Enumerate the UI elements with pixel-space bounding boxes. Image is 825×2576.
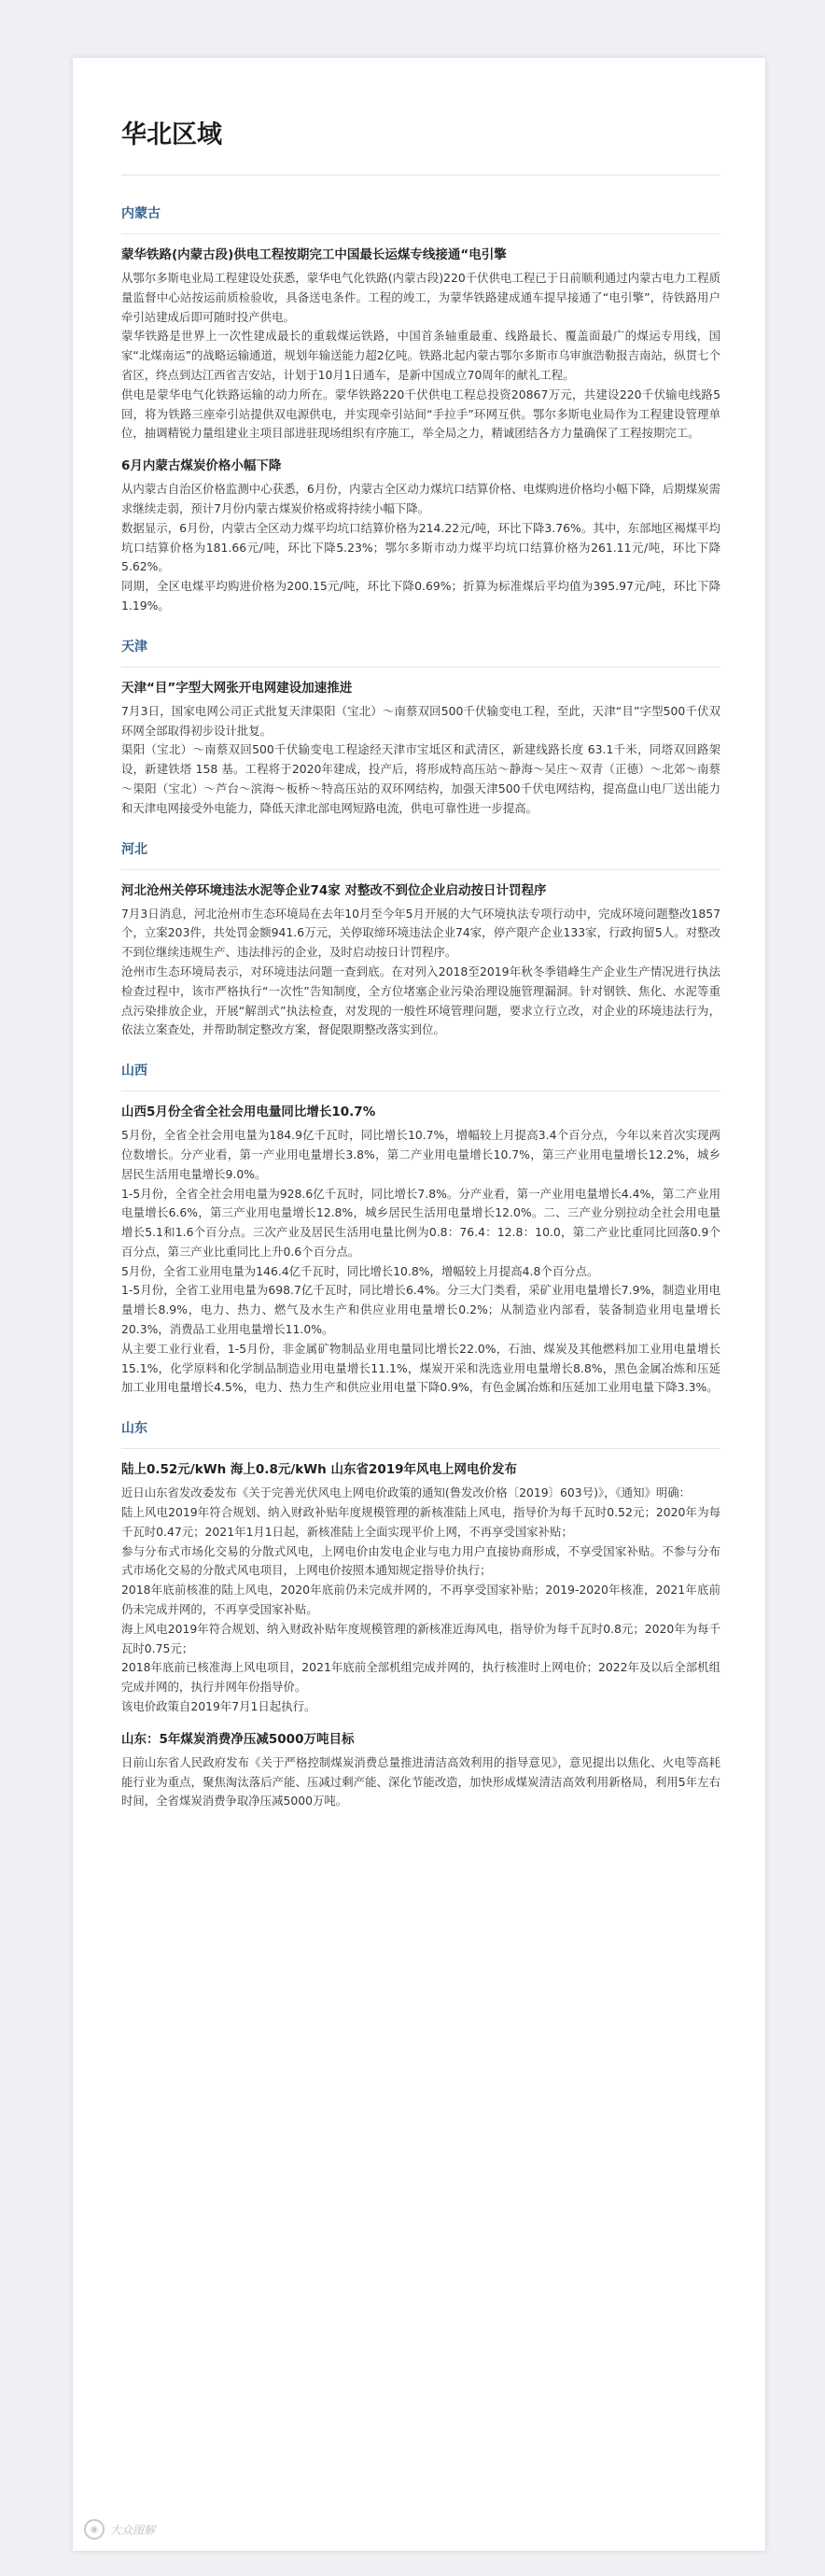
article-paragraph: 7月3日，国家电网公司正式批复天津渠阳（宝北）～南蔡双回500千伏输变电工程，至此，天津“目”字型500千伏双环网全部取得初步设计批复。	[121, 703, 720, 738]
article-title: 6月内蒙古煤炭价格小幅下降	[121, 458, 282, 474]
article	[121, 679, 720, 819]
article	[121, 1730, 720, 1811]
article-paragraph: 5月份，全省全社会用电量为184.9亿千瓦时，同比增长10.7%，增幅较上月提高3.4个百分点，今年以来首次实现两位数增长。分产业看，第一产业用电量增长3.8%，第二产业用电量增长10.7%，第三产业用电量增长12.2%，城乡居民生活用电量增长9.0%。	[121, 1128, 720, 1181]
camera-logo-icon: ◉	[84, 2519, 105, 2540]
region-section	[121, 832, 720, 1041]
article	[121, 457, 720, 616]
document-page	[73, 58, 765, 2551]
article-paragraph: 从内蒙古自治区价格监测中心获悉，6月份，内蒙古全区动力煤坑口结算价格、电煤购进价格均小幅下降，后期煤炭需求继续走弱，预计7月份内蒙古煤炭价格或将持续小幅下降。	[121, 482, 720, 515]
article-paragraph: 近日山东省发改委发布《关于完善光伏风电上网电价政策的通知(鲁发改价格〔2019〕603号)》，《通知》明确：	[121, 1485, 692, 1500]
article-paragraph: 海上风电2019年符合规划、纳入财政补贴年度规模管理的新核准近海风电，指导价为每千瓦时0.8元；2020年为每千瓦时0.75元；	[121, 1621, 720, 1655]
article-paragraph: 该电价政策自2019年7月1日起执行。	[121, 1699, 316, 1714]
article-paragraph: 1-5月份，全省全社会用电量为928.6亿千瓦时，同比增长7.8%。分产业看，第一产业用电量增长4.4%，第二产业用电量增长6.6%，第三产业用电量增长12.8%，城乡居民生活用电量增长12.0%。二、三产业分别拉动全社会用电量增长5.1和1.6个百分点。三次产业及居民生活用电量比例为0.8：76.4：12.8：10.0，第二产业比重同比回落0.9个百分点，第三产业比重同比上升0.6个百分点。	[121, 1186, 720, 1259]
region-heading: 山东	[121, 1411, 720, 1449]
region-section	[121, 1053, 720, 1398]
article-paragraph: 参与分布式市场化交易的分散式风电，上网电价由发电企业与电力用户直接协商形成，不享受国家补贴。不参与分布式市场化交易的分散式风电项目，上网电价按照本通知规定指导价执行；	[121, 1543, 720, 1578]
article-title: 天津“目”字型大网张开电网建设加速推进	[121, 680, 353, 696]
region-section	[121, 629, 720, 819]
watermark	[84, 2519, 155, 2540]
article-paragraph: 从鄂尔多斯电业局工程建设处获悉，蒙华电气化铁路(内蒙古段)220千伏供电工程已于日前顺利通过内蒙古电力工程质量监督中心站按运前质检验收，具备送电条件。工程的竣工，为蒙华铁路建成通车提早接通了“电引擎”，待铁路用户牵引站建成后即可随时投产供电。	[121, 271, 720, 324]
article	[121, 1460, 720, 1717]
article-paragraph: 供电是蒙华电气化铁路运输的动力所在。蒙华铁路220千伏供电工程总投资20867万元，共建设220千伏输电线路5回，将为铁路三座牵引站提供双电源供电，并实现牵引站间“手拉手”环网互供。鄂尔多斯电业局作为工程建设管理单位，抽调精锐力量组建业主项目部进驻现场组织有序施工，举全局之力，精诚团结各方力量确保了工程按期完工。	[121, 387, 720, 441]
region-heading: 内蒙古	[121, 196, 720, 234]
watermark-text: 大众图解	[110, 2523, 156, 2537]
article	[121, 1103, 720, 1398]
region-heading: 河北	[121, 832, 720, 870]
article-title: 陆上0.52元/kWh 海上0.8元/kWh 山东省2019年风电上网电价发布	[121, 1462, 518, 1478]
article-paragraph: 2018年底前已核准海上风电项目，2021年底前全部机组完成并网的，执行核准时上网电价；2022年及以后全部机组完成并网的，执行并网年份指导价。	[121, 1660, 720, 1695]
article-title: 山西5月份全省全社会用电量同比增长10.7%	[121, 1105, 376, 1120]
article-title: 山东：5年煤炭消费净压减5000万吨目标	[121, 1731, 355, 1747]
article-title: 河北沧州关停环境违法水泥等企业74家 对整改不到位企业启动按日计罚程序	[121, 882, 547, 898]
article-paragraph: 数据显示，6月份，内蒙古全区动力煤平均坑口结算价格为214.22元/吨，环比下降3.76%。其中，东部地区褐煤平均坑口结算价格为181.66元/吨，环比下降5.23%；鄂尔多斯市动力煤平均坑口结算价格为261.11元/吨，环比下降5.62%。	[121, 520, 720, 574]
document-content	[73, 58, 765, 1811]
article	[121, 881, 720, 1041]
article-paragraph: 2018年底前核准的陆上风电，2020年底前仍未完成并网的，不再享受国家补贴；2019-2020年核准，2021年底前仍未完成并网的，不再享受国家补贴。	[121, 1583, 720, 1617]
region-section	[121, 1411, 720, 1811]
article-paragraph: 渠阳（宝北）～南蔡双回500千伏输变电工程途经天津市宝坻区和武清区，新建线路长度 63.1千米，同塔双回路架设，新建铁塔 158 基。工程将于2020年建成，投产后，将形成特高压站～静海～吴庄～双青（正德）～北郊～南蔡～渠阳（宝北）～芦台～滨海～板桥～特高压站的双环网结构，加强天津500千伏电网结构，提高盘山电厂送出能力和天津电网接受外电能力，降低天津北部电网短路电流，供电可靠性进一步提高。	[121, 742, 720, 815]
article-title: 蒙华铁路(内蒙古段)供电工程按期完工中国最长运煤专线接通“电引擎	[121, 247, 507, 262]
article-paragraph: 沧州市生态环境局表示，对环境违法问题一查到底。在对列入2018至2019年秋冬季错峰生产企业生产情况进行执法检查过程中，该市严格执行“一次性”告知制度，全方位堵塞企业污染治理设施管理漏洞。针对钢铁、焦化、水泥等重点污染排放企业，开展“解剖式”执法检查，对发现的一般性环境管理问题，要求立行立改，对企业的环境违法行为，依法立案查处，并帮助制定整改方案，督促限期整改落实到位。	[121, 964, 720, 1037]
article-paragraph: 7月3日消息，河北沧州市生态环境局在去年10月至今年5月开展的大气环境执法专项行动中，完成环境问题整改1857个，立案203件，共处罚金额941.6万元，关停取缔环境违法企业74家，停产限产企业133家，行政拘留5人。对整改不到位继续违规生产、违法排污的企业，及时启动按日计罚程序。	[121, 906, 720, 960]
region-heading: 山西	[121, 1053, 720, 1091]
article-paragraph: 日前山东省人民政府发布《关于严格控制煤炭消费总量推进清洁高效利用的指导意见》，意见提出以焦化、火电等高耗能行业为重点，聚焦淘汰落后产能、压减过剩产能、深化节能改造，加快形成煤炭清洁高效利用新格局，利用5年左右时间，全省煤炭消费争取净压减5000万吨。	[121, 1754, 720, 1809]
article-paragraph: 陆上风电2019年符合规划、纳入财政补贴年度规模管理的新核准陆上风电，指导价为每千瓦时0.52元；2020年为每千瓦时0.47元；2021年1月1日起，新核准陆上全面实现平价上网，不再享受国家补贴；	[121, 1505, 720, 1539]
article-paragraph: 1-5月份，全省工业用电量为698.7亿千瓦时，同比增长6.4%。分三大门类看，采矿业用电量增长7.9%，制造业用电量增长8.9%，电力、热力、燃气及水生产和供应业用电量增长0.2%；从制造业内部看，装备制造业用电量增长20.3%，消费品工业用电量增长11.0%。	[121, 1283, 720, 1337]
article	[121, 246, 720, 443]
page-title: 华北区域	[121, 114, 720, 176]
article-paragraph: 从主要工业行业看，1-5月份，非金属矿物制品业用电量同比增长22.0%，石油、煤炭及其他燃料加工业用电量增长15.1%，化学原料和化学制品制造业用电量增长11.1%，煤炭开采和洗选业用电量增长8.8%，黑色金属冶炼和压延加工业用电量增长4.5%，电力、热力生产和供应业用电量下降0.9%，有色金属冶炼和压延加工业用电量下降3.3%。	[121, 1341, 720, 1395]
region-section	[121, 196, 720, 616]
article-paragraph: 蒙华铁路是世界上一次性建成最长的重载煤运铁路，中国首条轴重最重、线路最长、覆盖面最广的煤运专用线，国家“北煤南运”的战略运输通道，规划年输送能力超2亿吨。铁路北起内蒙古鄂尔多斯市乌审旗浩勒报吉南站，纵贯七个省区，终点到达江西省吉安站，计划于10月1日通车，是新中国成立70周年的献礼工程。	[121, 329, 720, 382]
sections-container	[121, 196, 720, 1811]
article-paragraph: 5月份，全省工业用电量为146.4亿千瓦时，同比增长10.8%，增幅较上月提高4.8个百分点。	[121, 1263, 599, 1278]
region-heading: 天津	[121, 629, 720, 668]
article-paragraph: 同期，全区电煤平均购进价格为200.15元/吨，环比下降0.69%；折算为标准煤后平均值为395.97元/吨，环比下降1.19%。	[121, 579, 720, 612]
